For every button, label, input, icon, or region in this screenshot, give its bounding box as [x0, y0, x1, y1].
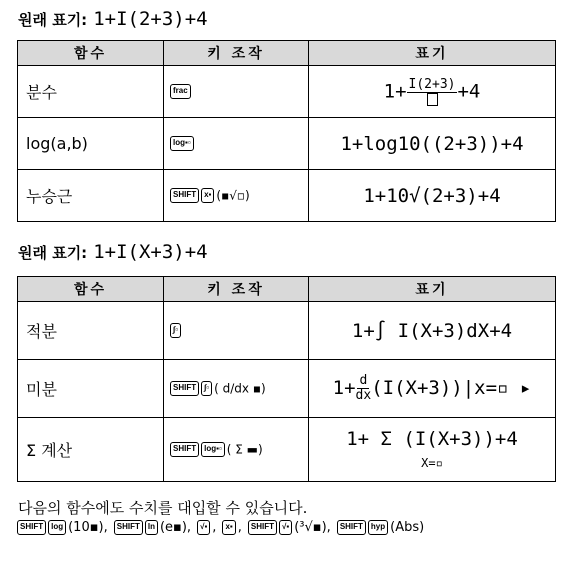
display-expr: 1+10√(2+3)+4 — [309, 170, 556, 222]
integral-key-icon: ∫▫ — [201, 381, 212, 396]
table-header — [18, 41, 556, 66]
caption-1 — [18, 8, 208, 30]
caption-2 — [18, 241, 208, 263]
table-header — [18, 277, 556, 302]
func-name: log(a,b) — [18, 118, 164, 170]
display-expr: 1+ Σ (I(X+3))+4 X=▫ — [309, 418, 556, 482]
fraction-key-icon: frac — [170, 84, 191, 99]
table-row — [18, 360, 556, 418]
shift-key-icon: SHIFT — [337, 520, 366, 535]
header-keys: 키 조작 — [164, 277, 309, 302]
log-key-icon: log▪▫ — [201, 442, 225, 457]
header-disp: 표기 — [309, 41, 556, 66]
shift-key-icon: SHIFT — [17, 520, 46, 535]
sqrt-key-icon: √▪ — [279, 520, 292, 535]
shift-key-icon: SHIFT — [114, 520, 143, 535]
table-row — [18, 118, 556, 170]
integral-key-icon: ∫▫ — [170, 323, 181, 338]
func-name: 미분 — [18, 360, 164, 418]
key-ops — [164, 118, 309, 170]
note-keys: SHIFT log (10▪) , SHIFT ln (e▪) , √▪ , x▪ , SHIFT √▪ (³√▪) , SHIFT hyp (Abs) — [17, 520, 424, 535]
display-expr: 1+ I(2+3) +4 — [309, 66, 556, 118]
key-ops — [164, 302, 309, 360]
func-name: Σ 계산 — [18, 418, 164, 482]
key-ops: SHIFT x▪ (▪√▫) — [164, 170, 309, 222]
log-key-icon: log▪▫ — [170, 136, 194, 151]
caption-label: 원래 표기: — [18, 11, 88, 29]
placeholder-box-icon — [427, 93, 438, 106]
header-disp: 표기 — [309, 277, 556, 302]
shift-key-icon: SHIFT — [248, 520, 277, 535]
header-func: 함수 — [18, 41, 164, 66]
key-ops: SHIFT log▪▫ ( Σ ▬) — [164, 418, 309, 482]
shift-key-icon: SHIFT — [170, 442, 199, 457]
power-key-icon: x▪ — [222, 520, 235, 535]
ln-key-icon: ln — [145, 520, 158, 535]
table-row — [18, 170, 556, 222]
function-table-2 — [17, 276, 556, 482]
power-key-icon: x▪ — [201, 188, 214, 203]
func-name: 누승근 — [18, 170, 164, 222]
header-func: 함수 — [18, 277, 164, 302]
table-row — [18, 302, 556, 360]
display-expr: 1+∫ I(X+3)dX+4 — [309, 302, 556, 360]
hyp-key-icon: hyp — [368, 520, 388, 535]
display-expr: 1+ $\frac{d}{dx}$ (I(X+3))|x=▫ ▸ — [309, 360, 556, 418]
func-name: 적분 — [18, 302, 164, 360]
key-ops: SHIFT ∫▫ ( d/dx ▪) — [164, 360, 309, 418]
note-text: 다음의 함수에도 수치를 대입할 수 있습니다. — [18, 499, 308, 517]
table-row — [18, 418, 556, 482]
header-keys: 키 조작 — [164, 41, 309, 66]
caption-expression: 1+I(2+3)+4 — [93, 8, 208, 30]
key-ops — [164, 66, 309, 118]
caption-label: 원래 표기: — [18, 244, 88, 262]
display-expr: 1+log10((2+3))+4 — [309, 118, 556, 170]
table-row — [18, 66, 556, 118]
sqrt-key-icon: √▪ — [197, 520, 210, 535]
caption-expression: 1+I(X+3)+4 — [93, 241, 208, 263]
log-key-icon: log — [48, 520, 66, 535]
function-table-1 — [17, 40, 556, 222]
shift-key-icon: SHIFT — [170, 188, 199, 203]
shift-key-icon: SHIFT — [170, 381, 199, 396]
func-name: 분수 — [18, 66, 164, 118]
